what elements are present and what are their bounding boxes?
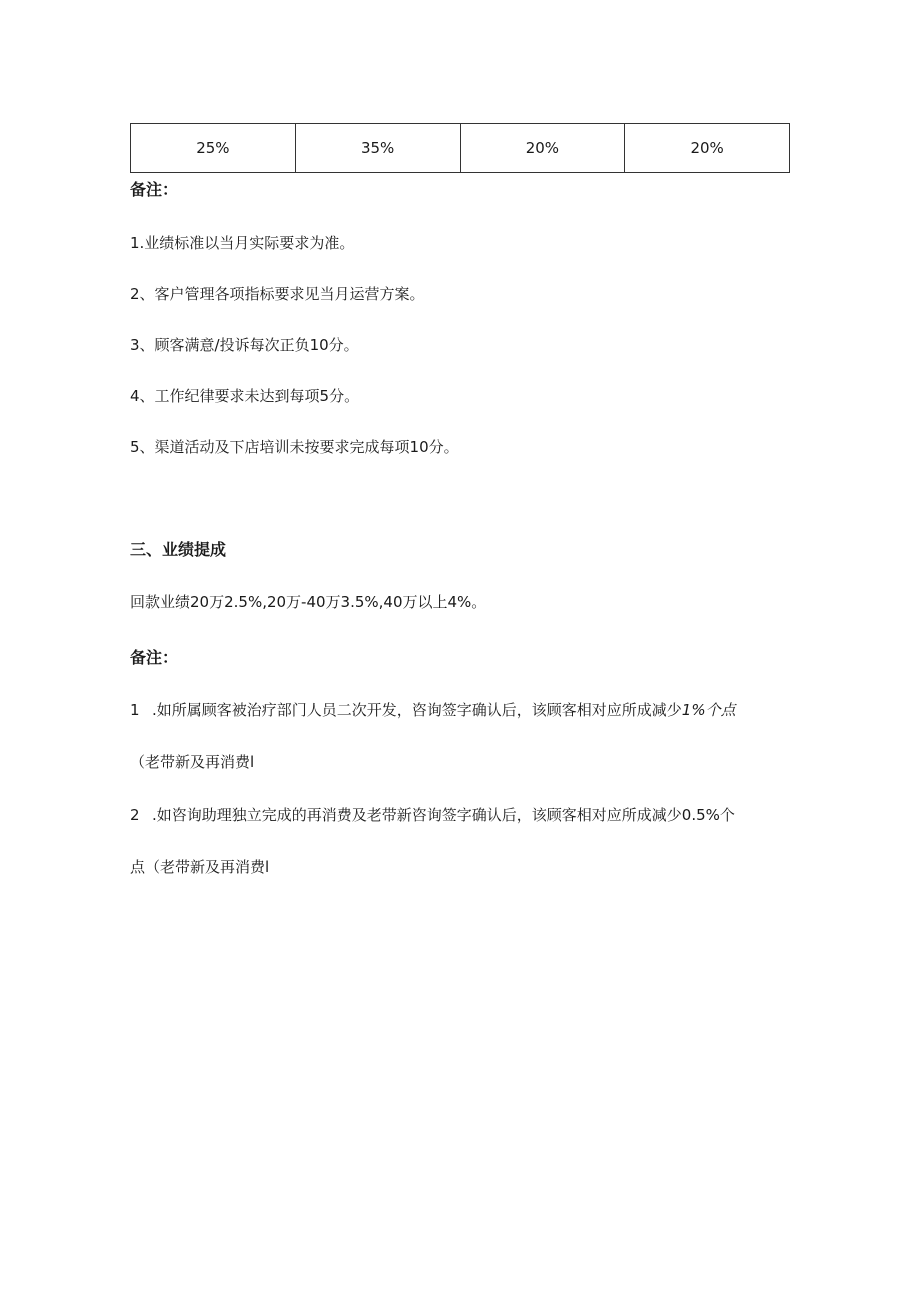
remark-item: 4、工作纪律要求未达到每项5分。	[130, 387, 360, 405]
item-number: 2	[130, 806, 140, 824]
table-cell: 20%	[460, 124, 625, 173]
remark-item	[130, 805, 735, 825]
remarks-heading: 备注：	[130, 180, 179, 199]
remark-continuation: 点（老带新及再消费l	[130, 858, 270, 876]
item-number: 1	[130, 701, 140, 719]
remark-item: 2、客户管理各项指标要求见当月运营方案。	[130, 285, 425, 303]
remark-item: 3、顾客满意/投诉每次正负10分。	[130, 336, 359, 354]
table-cell: 35%	[295, 124, 460, 173]
remark-continuation: （老带新及再消费l	[130, 753, 255, 771]
remark-item: 5、渠道活动及下店培训未按要求完成每项10分。	[130, 438, 459, 456]
remark-item: 1.业绩标准以当月实际要求为准。	[130, 234, 355, 252]
table-row	[131, 124, 790, 173]
item-text: .如所属顾客被治疗部门人员二次开发，咨询签字确认后，该顾客相对应所成减少	[152, 701, 682, 719]
item-text: .如咨询助理独立完成的再消费及老带新咨询签字确认后，该顾客相对应所成减少0.5%个	[152, 806, 735, 824]
weights-table	[130, 123, 790, 173]
table-cell: 25%	[131, 124, 296, 173]
section-heading: 三、业绩提成	[130, 540, 227, 559]
commission-text: 回款业绩20万2.5%,20万-40万3.5%,40万以上4%。	[130, 593, 487, 611]
table-cell: 20%	[625, 124, 790, 173]
remarks-heading: 备注：	[130, 648, 179, 667]
item-text-italic: 1%个点	[681, 701, 736, 719]
remark-item	[130, 700, 736, 720]
